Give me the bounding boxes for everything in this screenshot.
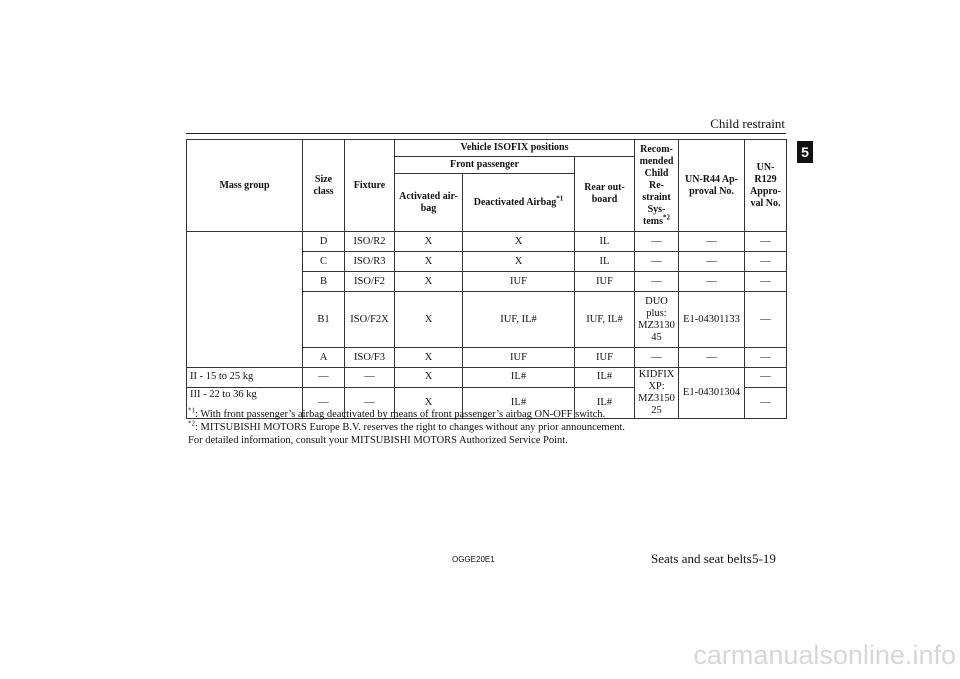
- mass-group-empty-cell: [187, 232, 303, 368]
- footer-section-title: Seats and seat belts: [651, 551, 752, 566]
- footnote-1-mark: *1: [188, 406, 195, 415]
- footnote-2-mark: *2: [188, 419, 195, 428]
- fixture-cell: —: [345, 368, 395, 388]
- page-header-title: Child restraint: [710, 116, 785, 131]
- deactivated-airbag-cell: X: [463, 232, 575, 252]
- header-recommended-crs-text: Recom-mended Child Re-straint Sys-tems: [639, 143, 674, 227]
- activated-airbag-cell: X: [395, 272, 463, 292]
- isofix-positions-table: [186, 139, 787, 419]
- header-front-passenger: Front passenger: [395, 157, 575, 174]
- footnote-1-text: : With front passenger’s airbag deactivated by means of front passenger’s airbag ON-OFF switch.: [195, 409, 606, 420]
- rear-outboard-cell: IUF: [575, 272, 635, 292]
- recommended-crs-cell: —: [635, 348, 679, 368]
- size-class-cell: B: [303, 272, 345, 292]
- un-r129-cell: —: [745, 348, 787, 368]
- size-class-cell: —: [303, 368, 345, 388]
- un-r129-cell: —: [745, 368, 787, 388]
- header-deactivated-airbag: [463, 174, 575, 232]
- fixture-cell: ISO/R2: [345, 232, 395, 252]
- recommended-crs-cell: —: [635, 272, 679, 292]
- activated-airbag-cell: X: [395, 232, 463, 252]
- activated-airbag-cell: X: [395, 252, 463, 272]
- document-code: OGGE20E1: [452, 555, 495, 564]
- rear-outboard-cell: IL#: [575, 368, 635, 388]
- header-rear-outboard: Rear out-board: [575, 157, 635, 232]
- rear-outboard-cell: IL: [575, 252, 635, 272]
- un-r44-cell: —: [679, 252, 745, 272]
- rear-outboard-cell: IUF: [575, 348, 635, 368]
- un-r129-cell: —: [745, 292, 787, 348]
- chapter-tab[interactable]: 5: [797, 141, 813, 163]
- un-r44-cell: —: [679, 348, 745, 368]
- deactivated-airbag-cell: IL#: [463, 387, 575, 418]
- fixture-cell: ISO/F2: [345, 272, 395, 292]
- recommended-crs-cell: DUO plus: MZ313045: [635, 292, 679, 348]
- un-r129-cell: —: [745, 232, 787, 252]
- un-r44-cell: E1-04301304: [679, 368, 745, 419]
- footnote-mark-2: *2: [663, 213, 671, 222]
- header-deactivated-airbag-text: Deactivated Airbag: [473, 196, 557, 208]
- footnote-1: [188, 408, 788, 421]
- mass-group-cell: II - 15 to 25 kg: [187, 368, 303, 388]
- un-r44-cell: —: [679, 272, 745, 292]
- footnote-2: [188, 421, 788, 434]
- header-un-r129-approval: UN-R129 Appro-val No.: [745, 140, 787, 232]
- table-row: [187, 368, 787, 388]
- size-class-cell: C: [303, 252, 345, 272]
- size-class-cell: A: [303, 348, 345, 368]
- header-size-class: Size class: [303, 140, 345, 232]
- size-class-cell: —: [303, 387, 345, 418]
- mass-group-cell: III - 22 to 36 kg: [187, 387, 303, 418]
- deactivated-airbag-cell: IL#: [463, 368, 575, 388]
- fixture-cell: —: [345, 387, 395, 418]
- footnotes: [188, 408, 788, 447]
- activated-airbag-cell: X: [395, 348, 463, 368]
- rear-outboard-cell: IL: [575, 232, 635, 252]
- recommended-crs-cell: —: [635, 252, 679, 272]
- watermark: carmanualsonline.info: [693, 640, 956, 670]
- size-class-cell: D: [303, 232, 345, 252]
- header-rule: [186, 133, 786, 134]
- fixture-cell: ISO/R3: [345, 252, 395, 272]
- un-r129-cell: —: [745, 272, 787, 292]
- un-r44-cell: E1-04301133: [679, 292, 745, 348]
- header-un-r44-approval: UN-R44 Ap-proval No.: [679, 140, 745, 232]
- deactivated-airbag-cell: IUF: [463, 272, 575, 292]
- footnote-2-text: : MITSUBISHI MOTORS Europe B.V. reserves the right to changes without any prior announcement.: [195, 422, 626, 433]
- activated-airbag-cell: X: [395, 292, 463, 348]
- fixture-cell: ISO/F3: [345, 348, 395, 368]
- table-row: [187, 232, 787, 252]
- activated-airbag-cell: X: [395, 387, 463, 418]
- header-activated-airbag: Activated air-bag: [395, 174, 463, 232]
- deactivated-airbag-cell: X: [463, 252, 575, 272]
- deactivated-airbag-cell: IUF, IL#: [463, 292, 575, 348]
- recommended-crs-cell: KIDFIX XP: MZ315025: [635, 368, 679, 419]
- consult-note: For detailed information, consult your MITSUBISHI MOTORS Authorized Service Point.: [188, 435, 568, 446]
- un-r129-cell: —: [745, 252, 787, 272]
- header-fixture: Fixture: [345, 140, 395, 232]
- un-r129-cell: —: [745, 387, 787, 418]
- header-recommended-crs: [635, 140, 679, 232]
- fixture-cell: ISO/F2X: [345, 292, 395, 348]
- rear-outboard-cell: IL#: [575, 387, 635, 418]
- activated-airbag-cell: X: [395, 368, 463, 388]
- header-vehicle-isofix-positions: Vehicle ISOFIX positions: [395, 140, 635, 157]
- footnote-mark-1: *1: [556, 194, 564, 203]
- rear-outboard-cell: IUF, IL#: [575, 292, 635, 348]
- recommended-crs-cell: —: [635, 232, 679, 252]
- un-r44-cell: —: [679, 232, 745, 252]
- size-class-cell: B1: [303, 292, 345, 348]
- header-mass-group: Mass group: [187, 140, 303, 232]
- deactivated-airbag-cell: IUF: [463, 348, 575, 368]
- page-number: 5-19: [752, 551, 776, 566]
